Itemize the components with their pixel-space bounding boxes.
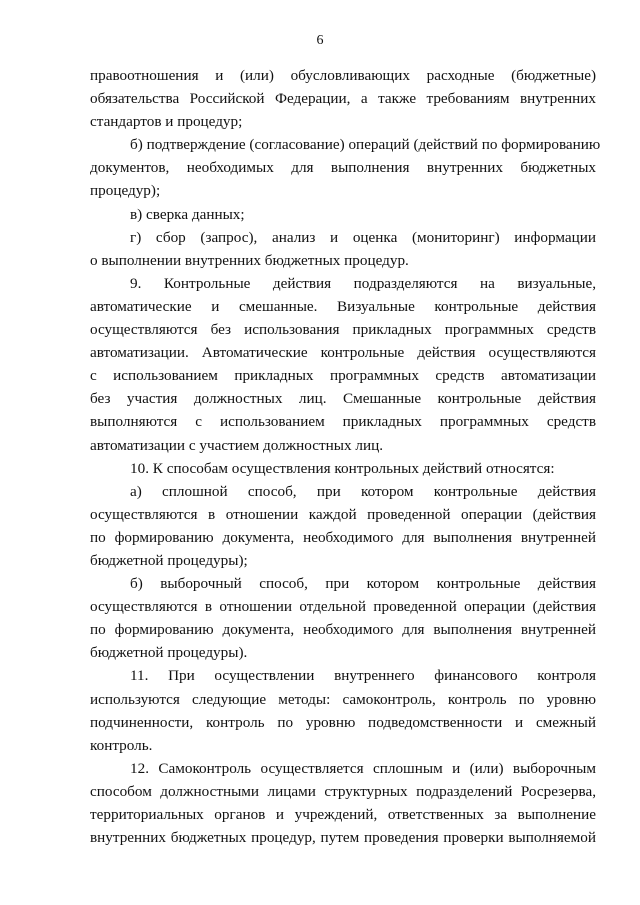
text-line: осуществляются в отношении каждой проведенной операции (действия bbox=[90, 505, 596, 523]
text-line: 12. Самоконтроль осуществляется сплошным и (или) выборочным bbox=[130, 759, 596, 777]
text-line: документов, необходимых для выполнения внутренних бюджетных bbox=[90, 159, 596, 177]
text-line: осуществляются без использования прикладных программных средств bbox=[90, 321, 596, 339]
text-line: с использованием прикладных программных средств автоматизации bbox=[90, 367, 596, 385]
text-line: б) выборочный способ, при котором контрольные действия bbox=[130, 575, 596, 593]
text-line: правоотношения и (или) обусловливающих расходные (бюджетные) bbox=[90, 67, 596, 84]
text-line: внутренних бюджетных процедур, путем проведения проверки выполняемой bbox=[90, 829, 596, 847]
text-line: бюджетной процедуры). bbox=[90, 644, 248, 662]
text-line: автоматические и смешанные. Визуальные контрольные действия bbox=[90, 297, 596, 315]
page-number: 6 bbox=[316, 33, 324, 48]
text-line: г) сбор (запрос), анализ и оценка (мониторинг) информации bbox=[130, 228, 596, 246]
text-line: 10. К способам осуществления контрольных действий относятся: bbox=[130, 459, 555, 477]
text-line: стандартов и процедур; bbox=[90, 113, 243, 131]
text-line: 11. При осуществлении внутреннего финансового контроля bbox=[130, 667, 596, 685]
text-line: в) сверка данных; bbox=[130, 205, 245, 223]
text-line: без участия должностных лиц. Смешанные контрольные действия bbox=[90, 390, 596, 408]
text-line: автоматизации с участием должностных лиц. bbox=[90, 436, 384, 454]
text-line: осуществляются в отношении отдельной проведенной операции (действия bbox=[90, 598, 596, 616]
text-line: обязательства Российской Федерации, а также требованиям внутренних bbox=[90, 90, 596, 108]
text-line: по формированию документа, необходимого для выполнения внутренней bbox=[90, 621, 596, 639]
text-line: процедур); bbox=[90, 182, 161, 200]
text-line: способом должностными лицами структурных подразделений Росрезерва, bbox=[90, 782, 596, 800]
text-line: бюджетной процедуры); bbox=[90, 551, 248, 569]
text-line: б) подтверждение (согласование) операций (действий по формированию bbox=[130, 136, 601, 154]
document-body bbox=[90, 64, 601, 849]
text-line: подчиненности, контроль по уровню подведомственности и смежный bbox=[90, 713, 596, 731]
text-line: по формированию документа, необходимого для выполнения внутренней bbox=[90, 528, 596, 546]
text-line: о выполнении внутренних бюджетных процедур. bbox=[90, 251, 409, 269]
text-line: используются следующие методы: самоконтроль, контроль по уровню bbox=[90, 690, 596, 708]
text-line: 9. Контрольные действия подразделяются на визуальные, bbox=[130, 274, 596, 292]
text-line: автоматизации. Автоматические контрольные действия осуществляются bbox=[90, 344, 596, 362]
text-line: территориальных органов и учреждений, ответственных за выполнение bbox=[90, 806, 596, 823]
text-line: выполняются с использованием прикладных программных средств bbox=[90, 413, 596, 431]
text-line: контроль. bbox=[90, 736, 153, 754]
text-line: а) сплошной способ, при котором контрольные действия bbox=[130, 482, 596, 500]
